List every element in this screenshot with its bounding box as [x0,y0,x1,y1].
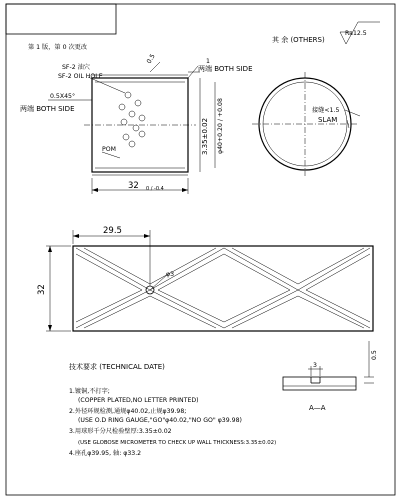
section-view [283,341,374,390]
both-side-left-label: 两端 BOTH SIDE [20,105,75,113]
length-dim: 32 [128,181,139,191]
section-outline [283,377,356,390]
both-side-right-label: 两端 BOTH SIDE [198,65,253,73]
chamfer-left-label: 0.5X45° [50,93,76,100]
slam-label-cn: 接缝<1.5 [312,107,340,114]
developed-outline [73,246,373,331]
groove-pattern [76,248,370,328]
tech-line-7: 4.座孔φ39.95, 轴: φ33.2 [69,450,142,457]
developed-hole-dim: φ3 [166,271,175,278]
revision-note: 第 1 版，第 0 次更改 [28,44,88,51]
roughness-value: Ra12.5 [345,30,367,37]
tech-line-2: (COPPER PLATED,NO LETTER PRINTED) [78,397,199,404]
section-width-dim: 3 [313,362,317,369]
bore-dim: φ40+0.20 / +0.08 [217,98,224,154]
technical-notes [69,362,276,457]
pom-label: POM [102,146,116,153]
section-label: A—A [309,404,326,412]
section-depth-dim: 0.5 [371,350,378,360]
top-chamfer-angle: 0.5 [145,52,157,65]
others-label: 其 余 (OTHERS) [272,36,325,44]
side-view [252,72,360,176]
slam-label-en: SLAM [318,116,338,124]
oil-hole-label-cn: SF-2 油穴 [62,64,90,71]
top-chamfer-dim: 1 [206,58,210,65]
tech-line-1: 1.镀铜,不打字; [69,388,110,395]
tech-title: 技术要求 (TECHNICAL DATE) [69,363,165,371]
wall-thickness-dim: 3.35±0.02 [201,117,209,155]
tech-line-6: (USE GLOBOSE MICROMETER TO CHECK UP WALL THICKNESS:3.35±0.02) [78,440,277,446]
front-view [48,62,215,194]
developed-height-dim: 32 [37,284,47,295]
tech-line-3: 2.外径环规检测,通规φ40.02,止规φ39.98; [69,408,187,415]
developed-width-dim: 29.5 [103,226,122,236]
title-corner-box [6,4,116,34]
oil-hole-label-en: SF-2 OIL HOLE [58,73,103,80]
length-tolerance: 0 / -0.4 [146,186,164,192]
tech-line-5: 3.用球形千分尺检验壁厚:3.35±0.02 [69,428,172,435]
oil-hole-pattern [119,92,145,147]
developed-view [46,230,373,331]
tech-line-4: (USE O.D RING GAUGE,"GO"φ40.02,"NO GO" φ39.98) [78,417,242,424]
